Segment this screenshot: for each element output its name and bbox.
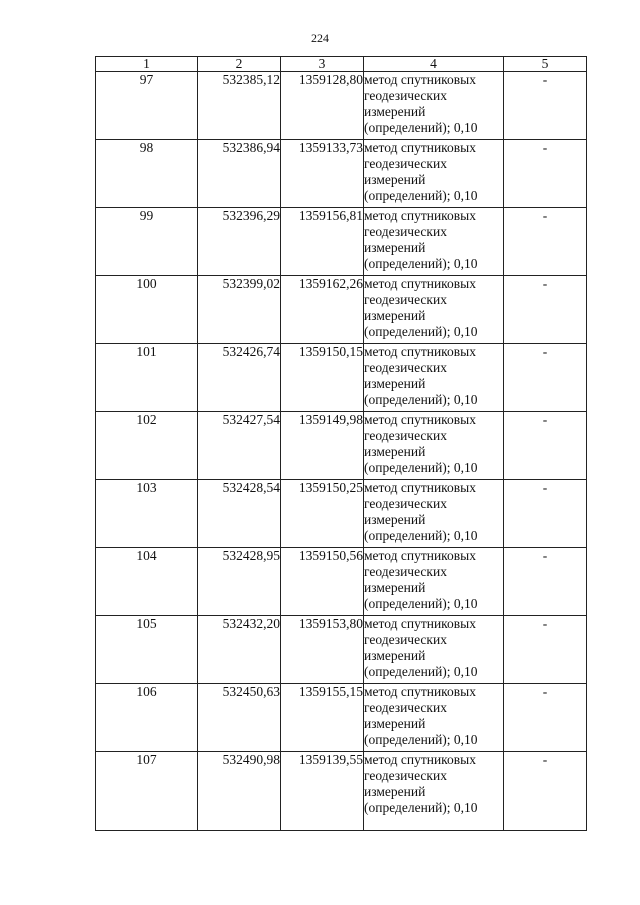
column-header-4: 4 (364, 57, 504, 72)
table-header-row (96, 57, 587, 72)
method-line: метод спутниковых (364, 684, 476, 699)
method-line: измерений (364, 512, 426, 527)
method-line: измерений (364, 580, 426, 595)
coordinates-table (95, 56, 587, 831)
coordinate-x-cell: 532399,02 (198, 276, 281, 344)
point-number-cell: 107 (96, 752, 198, 831)
method-line: (определений); 0,10 (364, 732, 478, 747)
coordinate-y-cell: 1359156,81 (281, 208, 364, 276)
note-cell: - (504, 480, 587, 548)
point-number-cell: 102 (96, 412, 198, 480)
column-header-2: 2 (198, 57, 281, 72)
point-number-cell: 97 (96, 72, 198, 140)
coordinate-y-cell: 1359149,98 (281, 412, 364, 480)
table-row (96, 276, 587, 344)
point-number-cell: 100 (96, 276, 198, 344)
method-line: геодезических (364, 292, 447, 307)
method-line: метод спутниковых (364, 276, 476, 291)
coordinate-y-cell: 1359128,80 (281, 72, 364, 140)
method-line: геодезических (364, 88, 447, 103)
method-cell (364, 752, 504, 831)
coordinate-y-cell: 1359133,73 (281, 140, 364, 208)
coordinate-x-cell: 532426,74 (198, 344, 281, 412)
coordinate-x-cell: 532428,54 (198, 480, 281, 548)
method-cell (364, 548, 504, 616)
table-row (96, 208, 587, 276)
table-row (96, 684, 587, 752)
method-cell (364, 276, 504, 344)
coordinate-y-cell: 1359162,26 (281, 276, 364, 344)
coordinate-x-cell: 532450,63 (198, 684, 281, 752)
method-line: метод спутниковых (364, 548, 476, 563)
note-cell: - (504, 276, 587, 344)
note-cell: - (504, 344, 587, 412)
coordinate-x-cell: 532385,12 (198, 72, 281, 140)
column-header-3: 3 (281, 57, 364, 72)
method-line: геодезических (364, 564, 447, 579)
method-cell (364, 140, 504, 208)
point-number-cell: 106 (96, 684, 198, 752)
note-cell: - (504, 548, 587, 616)
method-line: (определений); 0,10 (364, 800, 478, 815)
table-row (96, 480, 587, 548)
note-cell: - (504, 752, 587, 831)
method-line: измерений (364, 716, 426, 731)
method-line: геодезических (364, 428, 447, 443)
point-number-cell: 103 (96, 480, 198, 548)
method-line: (определений); 0,10 (364, 460, 478, 475)
coordinate-y-cell: 1359139,55 (281, 752, 364, 831)
method-line: (определений); 0,10 (364, 664, 478, 679)
table-row (96, 140, 587, 208)
table-row (96, 548, 587, 616)
method-line: (определений); 0,10 (364, 256, 478, 271)
point-number-cell: 101 (96, 344, 198, 412)
column-header-1: 1 (96, 57, 198, 72)
method-line: измерений (364, 376, 426, 391)
point-number-cell: 98 (96, 140, 198, 208)
method-line: метод спутниковых (364, 616, 476, 631)
method-line: метод спутниковых (364, 72, 476, 87)
coordinate-y-cell: 1359153,80 (281, 616, 364, 684)
method-line: измерений (364, 648, 426, 663)
method-line: геодезических (364, 496, 447, 511)
method-line: геодезических (364, 224, 447, 239)
method-cell (364, 480, 504, 548)
note-cell: - (504, 412, 587, 480)
method-line: геодезических (364, 632, 447, 647)
coordinate-x-cell: 532428,95 (198, 548, 281, 616)
method-line: (определений); 0,10 (364, 324, 478, 339)
coordinate-y-cell: 1359150,25 (281, 480, 364, 548)
coordinate-x-cell: 532432,20 (198, 616, 281, 684)
note-cell: - (504, 72, 587, 140)
method-line: (определений); 0,10 (364, 596, 478, 611)
method-line: измерений (364, 308, 426, 323)
method-line: измерений (364, 444, 426, 459)
method-line: (определений); 0,10 (364, 528, 478, 543)
method-line: (определений); 0,10 (364, 392, 478, 407)
table-row (96, 752, 587, 831)
point-number-cell: 105 (96, 616, 198, 684)
method-line: геодезических (364, 360, 447, 375)
coordinate-x-cell: 532396,29 (198, 208, 281, 276)
note-cell: - (504, 208, 587, 276)
point-number-cell: 104 (96, 548, 198, 616)
method-line: метод спутниковых (364, 344, 476, 359)
coordinate-x-cell: 532386,94 (198, 140, 281, 208)
method-line: метод спутниковых (364, 480, 476, 495)
method-line: измерений (364, 240, 426, 255)
coordinate-y-cell: 1359155,15 (281, 684, 364, 752)
method-cell (364, 72, 504, 140)
coordinate-y-cell: 1359150,56 (281, 548, 364, 616)
page-number: 224 (311, 31, 329, 45)
method-line: (определений); 0,10 (364, 188, 478, 203)
table-row (96, 72, 587, 140)
column-header-5: 5 (504, 57, 587, 72)
method-line: (определений); 0,10 (364, 120, 478, 135)
method-line: измерений (364, 104, 426, 119)
table-row (96, 344, 587, 412)
method-cell (364, 616, 504, 684)
method-line: геодезических (364, 768, 447, 783)
point-number-cell: 99 (96, 208, 198, 276)
method-line: метод спутниковых (364, 140, 476, 155)
table-row (96, 616, 587, 684)
method-line: измерений (364, 784, 426, 799)
method-line: измерений (364, 172, 426, 187)
coordinate-x-cell: 532427,54 (198, 412, 281, 480)
note-cell: - (504, 140, 587, 208)
method-line: метод спутниковых (364, 208, 476, 223)
method-cell (364, 684, 504, 752)
note-cell: - (504, 684, 587, 752)
method-line: метод спутниковых (364, 412, 476, 427)
method-line: геодезических (364, 700, 447, 715)
method-cell (364, 344, 504, 412)
note-cell: - (504, 616, 587, 684)
coordinate-x-cell: 532490,98 (198, 752, 281, 831)
method-line: геодезических (364, 156, 447, 171)
method-line: метод спутниковых (364, 752, 476, 767)
method-cell (364, 208, 504, 276)
method-cell (364, 412, 504, 480)
table-body (96, 72, 587, 831)
coordinate-y-cell: 1359150,15 (281, 344, 364, 412)
table-row (96, 412, 587, 480)
